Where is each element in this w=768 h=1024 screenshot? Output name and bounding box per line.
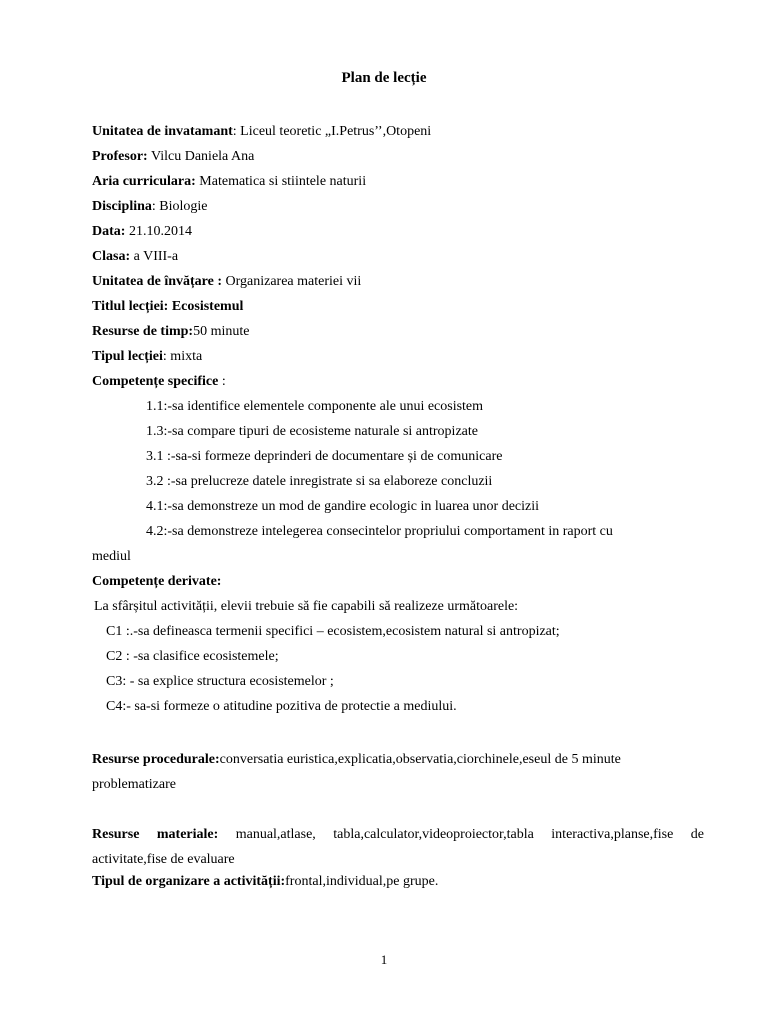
field-competente bbox=[92, 372, 704, 397]
list-item-continuation: mediul bbox=[92, 549, 131, 564]
field-value: 50 minute bbox=[193, 324, 250, 339]
section-intro: La sfârșitul activității, elevii trebuie să fie capabili să realizeze următoarele: bbox=[94, 599, 519, 614]
field-value: : Liceul teoretic „I.Petrus’’,Otopeni bbox=[232, 124, 432, 139]
field-value: a VIII-a bbox=[130, 249, 179, 264]
field-label: Clasa: bbox=[92, 249, 131, 264]
field-value: Matematica si stiintele naturii bbox=[195, 174, 367, 189]
field-value: : mixta bbox=[162, 349, 203, 364]
list-item: C2 : -sa clasifice ecosistemele; bbox=[106, 649, 279, 664]
field-aria bbox=[92, 172, 704, 197]
tipul-organizare bbox=[92, 872, 704, 897]
field-label: Data: bbox=[92, 224, 126, 239]
field-label: Aria curriculara: bbox=[92, 174, 196, 189]
field-label: Titlul lecției: Ecosistemul bbox=[92, 299, 244, 314]
field-value: : Biologie bbox=[151, 199, 208, 214]
field-label: Tipul de organizare a activității: bbox=[92, 874, 286, 889]
list-item: 4.2:-sa demonstreze intelegerea consecintelor propriului comportament in raport cu bbox=[146, 524, 613, 539]
resurse-materiale bbox=[92, 822, 704, 872]
field-unitatea-invatare bbox=[92, 272, 704, 297]
list-item: 1.3:-sa compare tipuri de ecosisteme naturale si antropizate bbox=[146, 424, 478, 439]
field-profesor bbox=[92, 147, 704, 172]
list-item: C4:- sa-si formeze o atitudine pozitiva de protectie a mediului. bbox=[106, 699, 457, 714]
field-value: manual,atlase, tabla,calculator,videoproiector,tabla interactiva,planse,fise de activitate,fise de evaluare bbox=[92, 827, 704, 867]
lesson-plan-body bbox=[92, 122, 704, 897]
field-data bbox=[92, 222, 704, 247]
field-label: Profesor: bbox=[92, 149, 148, 164]
page-title: Plan de lecție bbox=[341, 70, 427, 86]
field-value: Vilcu Daniela Ana bbox=[147, 149, 255, 164]
resurse-procedurale bbox=[92, 747, 704, 797]
section-heading: Competențe derivate: bbox=[92, 574, 222, 589]
field-clasa bbox=[92, 247, 704, 272]
field-value: conversatia euristica,explicatia,observatia,ciorchinele,eseul de 5 minute problematizare bbox=[92, 752, 621, 792]
field-label: Unitatea de invatamant bbox=[92, 124, 233, 139]
field-disciplina bbox=[92, 197, 704, 222]
field-label: Resurse procedurale: bbox=[92, 752, 220, 767]
field-tipul bbox=[92, 347, 704, 372]
spacer bbox=[92, 722, 704, 747]
list-item: 1.1:-sa identifice elementele componente ale unui ecosistem bbox=[146, 399, 484, 414]
field-label: Resurse de timp: bbox=[92, 324, 194, 339]
field-value: frontal,individual,pe grupe. bbox=[285, 874, 439, 889]
field-label: Resurse materiale: bbox=[92, 827, 219, 842]
field-value: 21.10.2014 bbox=[125, 224, 192, 239]
field-label: Disciplina bbox=[92, 199, 152, 214]
field-resurse-timp bbox=[92, 322, 704, 347]
field-label: Unitatea de învățare : bbox=[92, 274, 222, 289]
list-item: C1 :.-sa defineasca termenii specifici – ecosistem,ecosistem natural si antropizat; bbox=[106, 624, 560, 639]
field-unitatea bbox=[92, 122, 704, 147]
list-item: C3: - sa explice structura ecosistemelor ; bbox=[106, 674, 334, 689]
list-item: 3.2 :-sa prelucreze datele inregistrate si sa elaboreze concluzii bbox=[146, 474, 493, 489]
list-item: 4.1:-sa demonstreze un mod de gandire ecologic in luarea unor decizii bbox=[146, 499, 540, 514]
field-label: Competențe specifice bbox=[92, 374, 219, 389]
list-item: 3.1 :-sa-si formeze deprinderi de documentare și de comunicare bbox=[146, 449, 503, 464]
page-number: 1 bbox=[380, 952, 388, 967]
field-value: : bbox=[218, 374, 226, 389]
spacer bbox=[92, 797, 704, 822]
field-value: Organizarea materiei vii bbox=[222, 274, 362, 289]
field-titlul bbox=[92, 297, 704, 322]
field-label: Tipul lecției bbox=[92, 349, 163, 364]
